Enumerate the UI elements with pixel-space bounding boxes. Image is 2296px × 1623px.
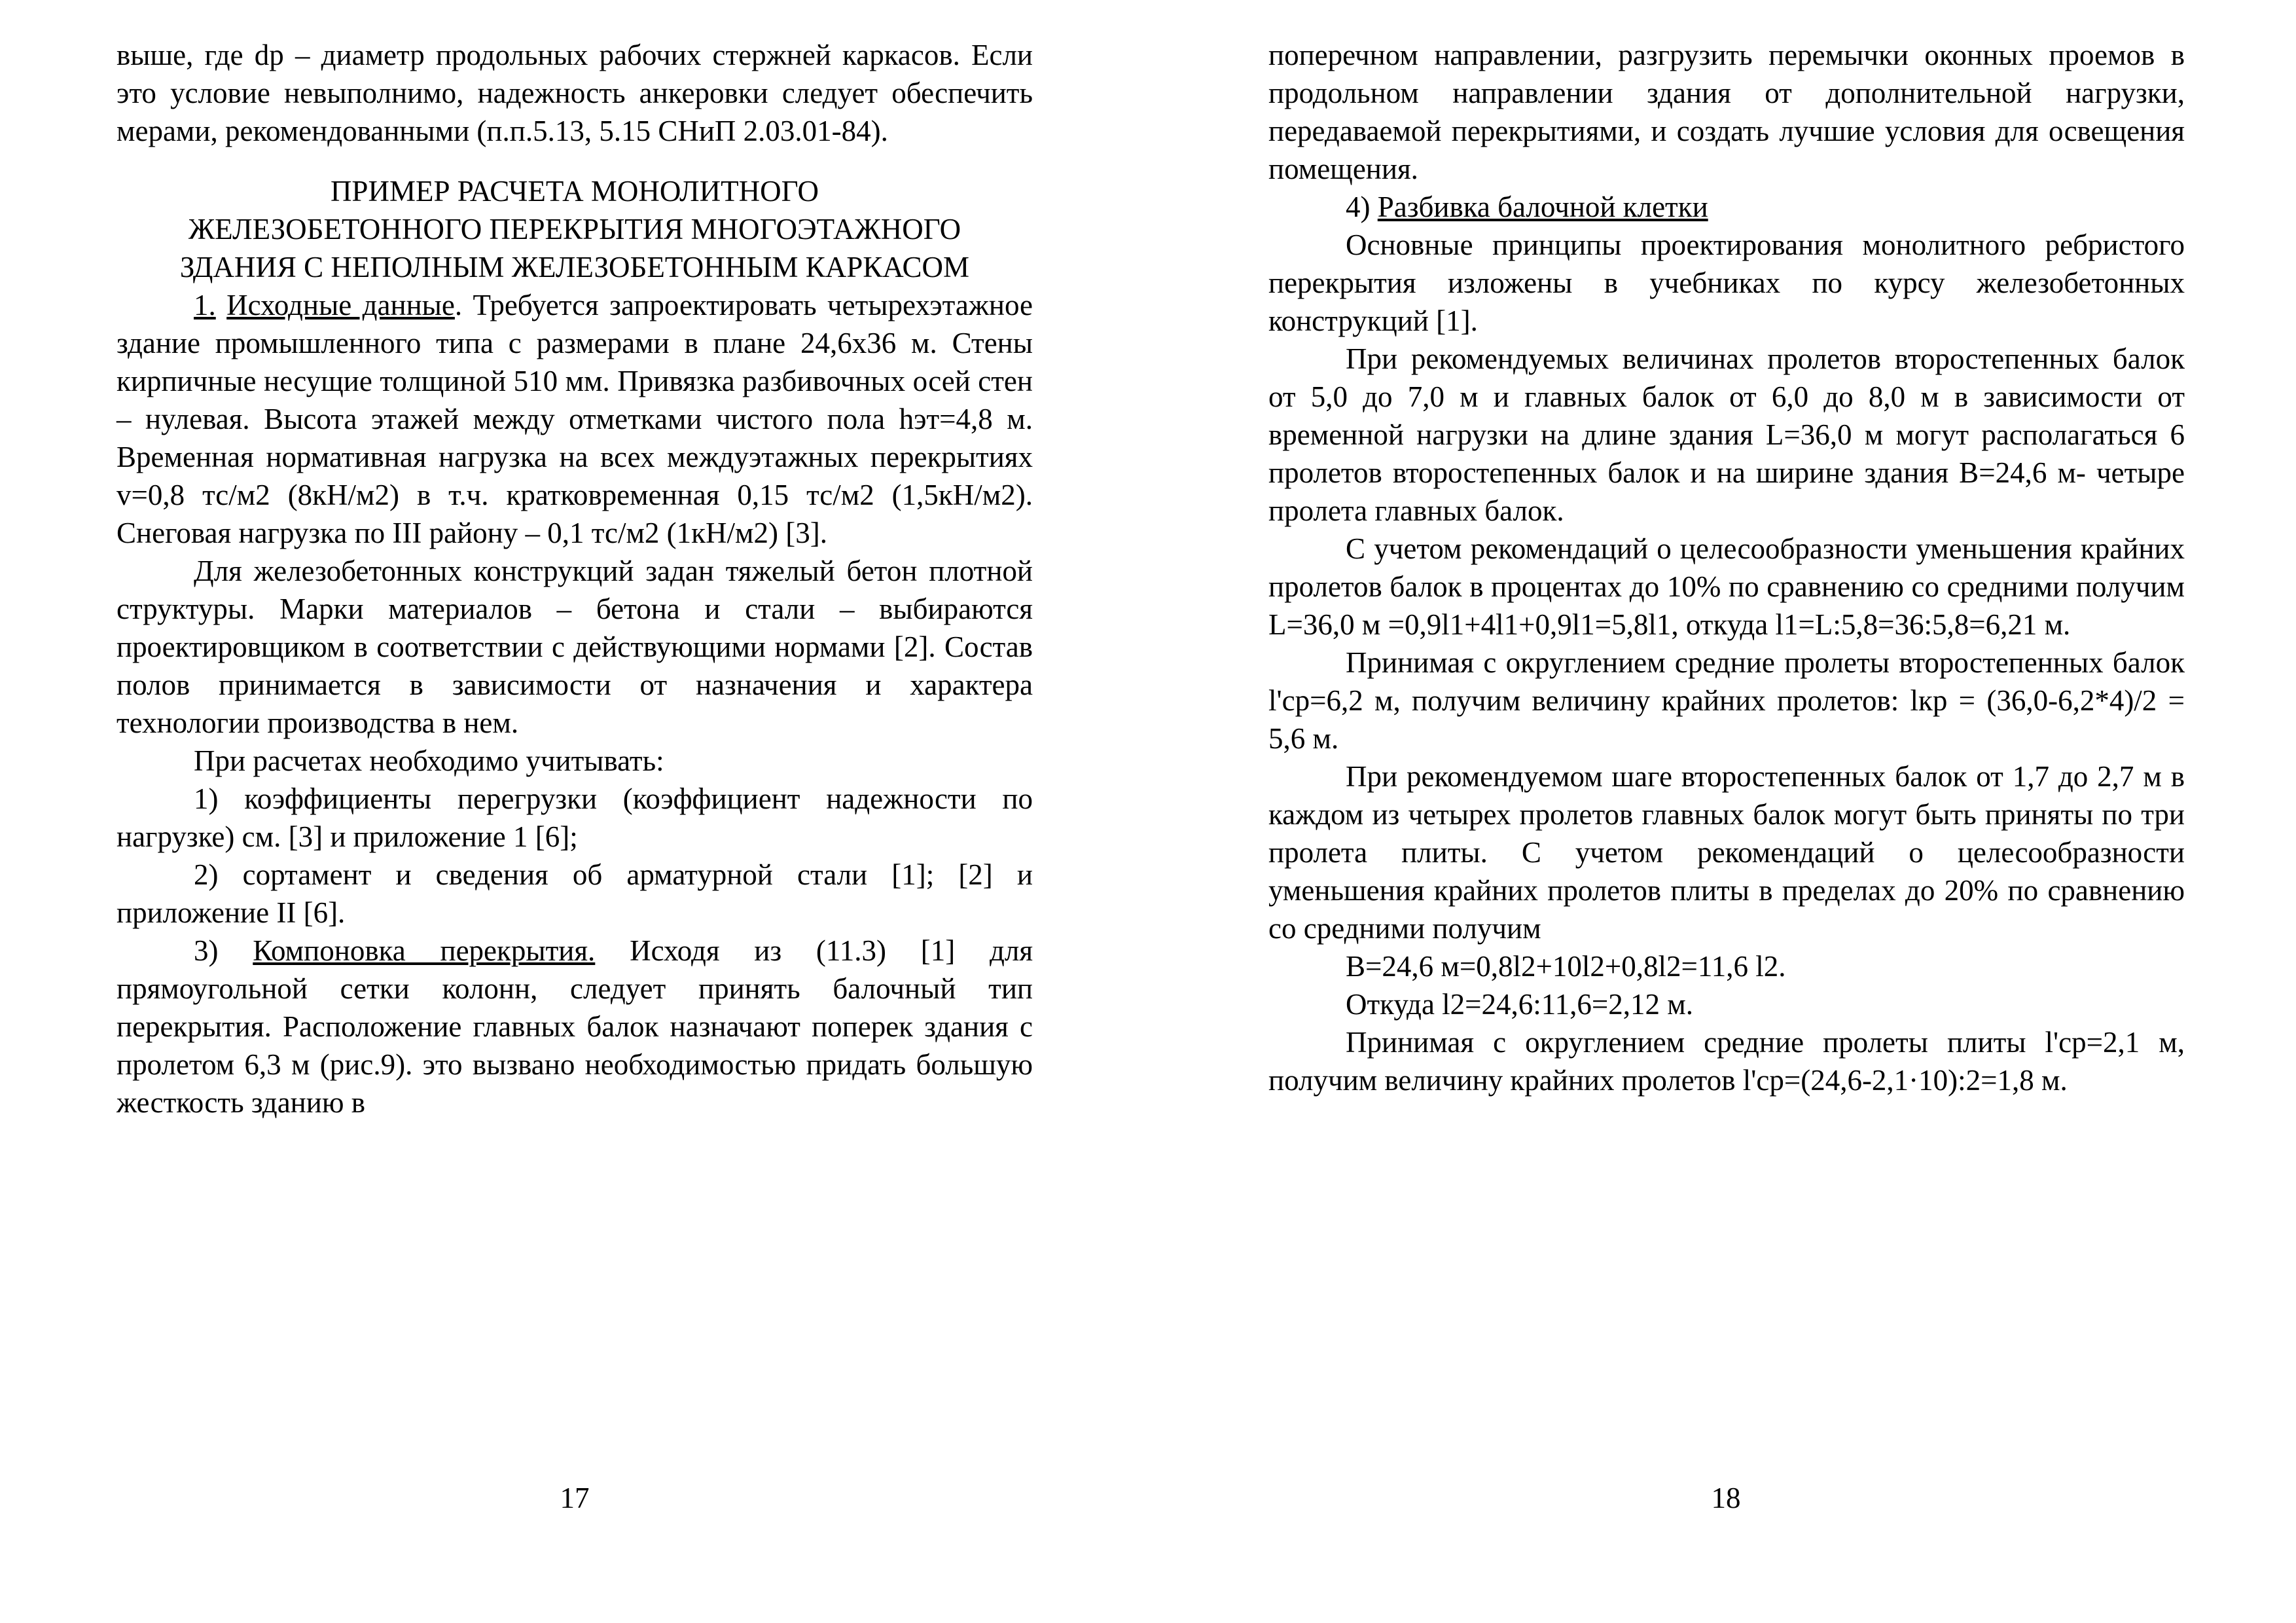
page-18	[1268, 36, 2185, 1099]
page-number-left: 17	[560, 1482, 590, 1514]
paragraph-initial-data	[117, 286, 1033, 552]
initial-data-text: . Требуется запроектировать четырехэтажное здание промышленного типа с размерами в плане 24,6х36 м. Стены кирпичные несущие толщиной 510 мм. Привязка разбивочных осей стен – нулевая. Высота этажей между отметками чистого пола hэт=4,8 м. Временная нормативная нагрузка на всех междуэтажных перекрытиях v=0,8 тс/м2 (8кН/м2) в т.ч. кратковременная 0,15 тс/м2 (1,5кН/м2). Снеговая нагрузка по III району – 0,1 тс/м2 (1кН/м2) [3].	[117, 289, 1033, 549]
initial-data-title: Исходные данные	[226, 289, 455, 321]
paragraph-reduction: С учетом рекомендаций о целесообразности уменьшения крайних пролетов балок в процентах до 10% по сравнению со средними получим L=36,0 м =0,9l1+4l1+0,9l1=5,8l1, откуда l1=L:5,8=36:5,8=6,21 м.	[1268, 532, 2185, 641]
heading-line-1: ПРИМЕР РАСЧЕТА МОНОЛИТНОГО	[330, 175, 819, 208]
list-item-assortment: 2) сортамент и сведения об арматурной стали [1]; [2] и приложение II [6].	[117, 858, 1033, 929]
list-item-overload: 1) коэффициенты перегрузки (коэффициент надежности по нагрузке) см. [3] и приложение 1 [6];	[117, 782, 1033, 853]
heading-line-3: ЗДАНИЯ С НЕПОЛНЫМ ЖЕЛЕЗОБЕТОННЫМ КАРКАСОМ	[179, 251, 970, 283]
heading-line-2: ЖЕЛЕЗОБЕТОННОГО ПЕРЕКРЫТИЯ МНОГОЭТАЖНОГО	[188, 213, 961, 246]
paragraph-principles: Основные принципы проектирования монолитного ребристого перекрытия изложены в учебниках по курсу железобетонных конструкций [1].	[1268, 228, 2185, 337]
paragraph-anchorage: выше, где dр – диаметр продольных рабочих стержней каркасов. Если это условие невыполнимо, надежность анкеровки следует обеспечить мерами, рекомендованными (п.п.5.13, 5.15 СНиП 2.03.01-84).	[117, 39, 1033, 147]
subsection-title: Разбивка балочной клетки	[1377, 191, 1708, 223]
paragraph-secondary-beams: Принимая с округлением средние пролеты второстепенных балок l'ср=6,2 м, получим величину крайних пролетов: lкр = (36,0-6,2*4)/2 = 5,6 м.	[1268, 646, 2185, 755]
paragraph-continuation: поперечном направлении, разгрузить перемычки оконных проемов в продольном направлении здания от дополнительной нагрузки, передаваемой перекрытиями, и создать лучшие условия для освещения помещения.	[1268, 39, 2185, 185]
paragraph-slab-result: Принимая с округлением средние пролеты плиты l'ср=2,1 м, получим величину крайних пролетов l'ср=(24,6-2,1·10):2=1,8 м.	[1268, 1026, 2185, 1097]
subsection-heading	[1268, 188, 2185, 226]
formula-width: B=24,6 м=0,8l2+10l2+0,8l2=11,6 l2.	[1346, 950, 1786, 983]
paragraph-layout	[117, 932, 1033, 1122]
paragraph-slab-spans: При рекомендуемом шаге второстепенных балок от 1,7 до 2,7 м в каждом из четырех пролетов главных балок могут быть приняты по три пролета плиты. С учетом рекомендаций о целесообразности уменьшения крайних пролетов плиты в пределах до 20% по сравнению со средними получим	[1268, 760, 2185, 945]
initial-data-number: 1.	[194, 289, 216, 321]
subsection-number: 4)	[1346, 191, 1371, 223]
page-17	[117, 36, 1033, 1122]
paragraph-concrete: Для железобетонных конструкций задан тяжелый бетон плотной структуры. Марки материалов – бетона и стали – выбираются проектировщиком в соответствии с действующими нормами [2]. Состав полов принимается в зависимости от назначения и характера технологии производства в нем.	[117, 555, 1033, 739]
paragraph-spans: При рекомендуемых величинах пролетов второстепенных балок от 5,0 до 7,0 м и главных балок от 6,0 до 8,0 м в зависимости от временной нагрузки на длине здания L=36,0 м могут располагаться 6 пролетов второстепенных балок и на ширине здания B=24,6 м- четыре пролета главных балок.	[1268, 342, 2185, 527]
page-number-right: 18	[1711, 1482, 1741, 1514]
layout-title: Компоновка перекрытия.	[253, 934, 596, 967]
paragraph-consider: При расчетах необходимо учитывать:	[194, 744, 664, 777]
layout-text: Исходя из (11.3) [1] для прямоугольной сетки колонн, следует принять балочный тип перекрытия. Расположение главных балок назначают поперек здания с пролетом 6,3 м (рис.9). это вызвано необходимостью придать большую жесткость зданию в	[117, 934, 1033, 1119]
layout-number: 3)	[194, 934, 219, 967]
section-heading	[117, 172, 1033, 286]
formula-l2: Откуда l2=24,6:11,6=2,12 м.	[1346, 988, 1693, 1021]
